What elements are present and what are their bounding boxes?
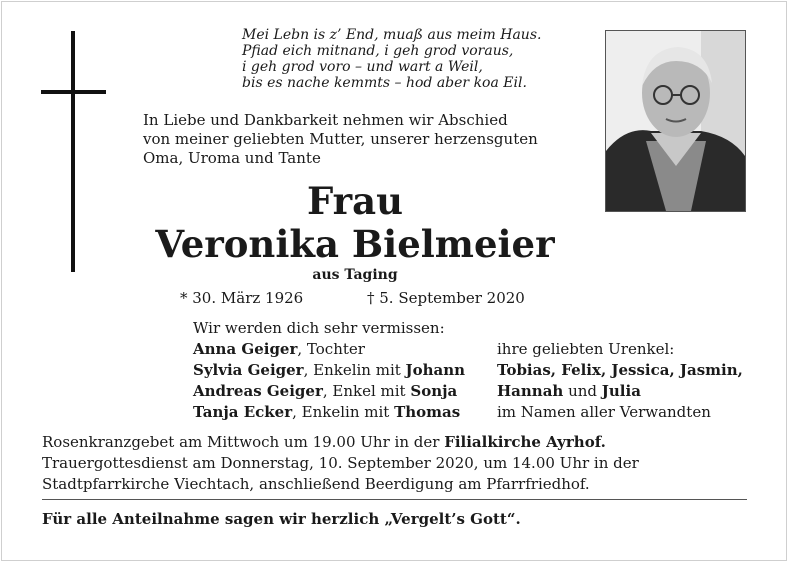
- deceased-name: Veronika Bielmeier: [155, 222, 555, 266]
- funeral-line: Trauergottesdienst am Donnerstag, 10. September 2020, um 14.00 Uhr in der: [42, 454, 639, 472]
- mourner-partner: Sonja: [410, 382, 458, 400]
- cross-icon-bar: [41, 90, 106, 94]
- birth-date: * 30. März 1926: [180, 289, 304, 307]
- intro-line: Oma, Uroma und Tante: [143, 149, 321, 167]
- mourners-list: [193, 318, 465, 423]
- mourner-relation: , Enkelin mit: [303, 361, 406, 379]
- greatgrandchild-name: Hannah: [497, 382, 564, 400]
- poem: [242, 27, 541, 91]
- list-item: [193, 360, 465, 381]
- poem-line: Mei Lebn is z’ End, muaß aus meim Haus.: [242, 27, 542, 43]
- mourners-heading: Wir werden dich sehr vermissen:: [193, 319, 445, 337]
- mourner-relation: , Enkelin mit: [292, 403, 395, 421]
- death-date: † 5. September 2020: [367, 289, 525, 307]
- list-item: [193, 339, 465, 360]
- mourner-partner: Johann: [405, 361, 466, 379]
- funeral-line: Stadtpfarrkirche Viechtach, anschließend Beerdigung am Pfarrfriedhof.: [42, 475, 590, 493]
- list-item: [193, 381, 465, 402]
- mourner-partner: Thomas: [394, 403, 461, 421]
- divider: [42, 499, 747, 500]
- relatives-list: [497, 339, 743, 423]
- thanks-text: Für alle Anteilnahme sagen wir herzlich „Vergelt’s Gott“.: [42, 510, 521, 528]
- rosary-place: Filialkirche Ayrhof.: [444, 433, 606, 451]
- rosary-text: Rosenkranzgebet am Mittwoch um 19.00 Uhr in der: [42, 433, 445, 451]
- conjunction: und: [563, 382, 602, 400]
- mourner-name: Tanja Ecker: [193, 403, 293, 421]
- mourner-relation: , Tochter: [297, 340, 365, 358]
- mourner-relation: , Enkel mit: [322, 382, 411, 400]
- relatives-closing: im Namen aller Verwandten: [497, 403, 711, 421]
- list-item: [193, 402, 465, 423]
- relatives-heading: ihre geliebten Urenkel:: [497, 340, 675, 358]
- salutation: Frau: [307, 179, 403, 223]
- mourner-name: Andreas Geiger: [193, 382, 323, 400]
- intro-text: [143, 111, 583, 168]
- poem-line: Pfiad eich mitnand, i geh grod voraus,: [242, 43, 514, 59]
- poem-line: i geh grod voro – und wart a Weil,: [242, 59, 483, 75]
- greatgrandchild-name: Julia: [601, 382, 641, 400]
- mourner-name: Anna Geiger: [193, 340, 298, 358]
- origin: aus Taging: [312, 267, 398, 283]
- intro-line: von meiner geliebten Mutter, unserer herzensguten: [143, 130, 538, 148]
- intro-line: In Liebe und Dankbarkeit nehmen wir Abschied: [143, 111, 508, 129]
- service-details: [42, 432, 639, 495]
- poem-line: bis es nache kemmts – hod aber koa Eil.: [242, 75, 527, 91]
- list-item: [497, 360, 743, 381]
- greatgrandchildren: Tobias, Felix, Jessica, Jasmin,: [497, 361, 743, 379]
- list-item: [497, 381, 743, 402]
- mourner-name: Sylvia Geiger: [193, 361, 304, 379]
- rosary-line: [42, 432, 639, 453]
